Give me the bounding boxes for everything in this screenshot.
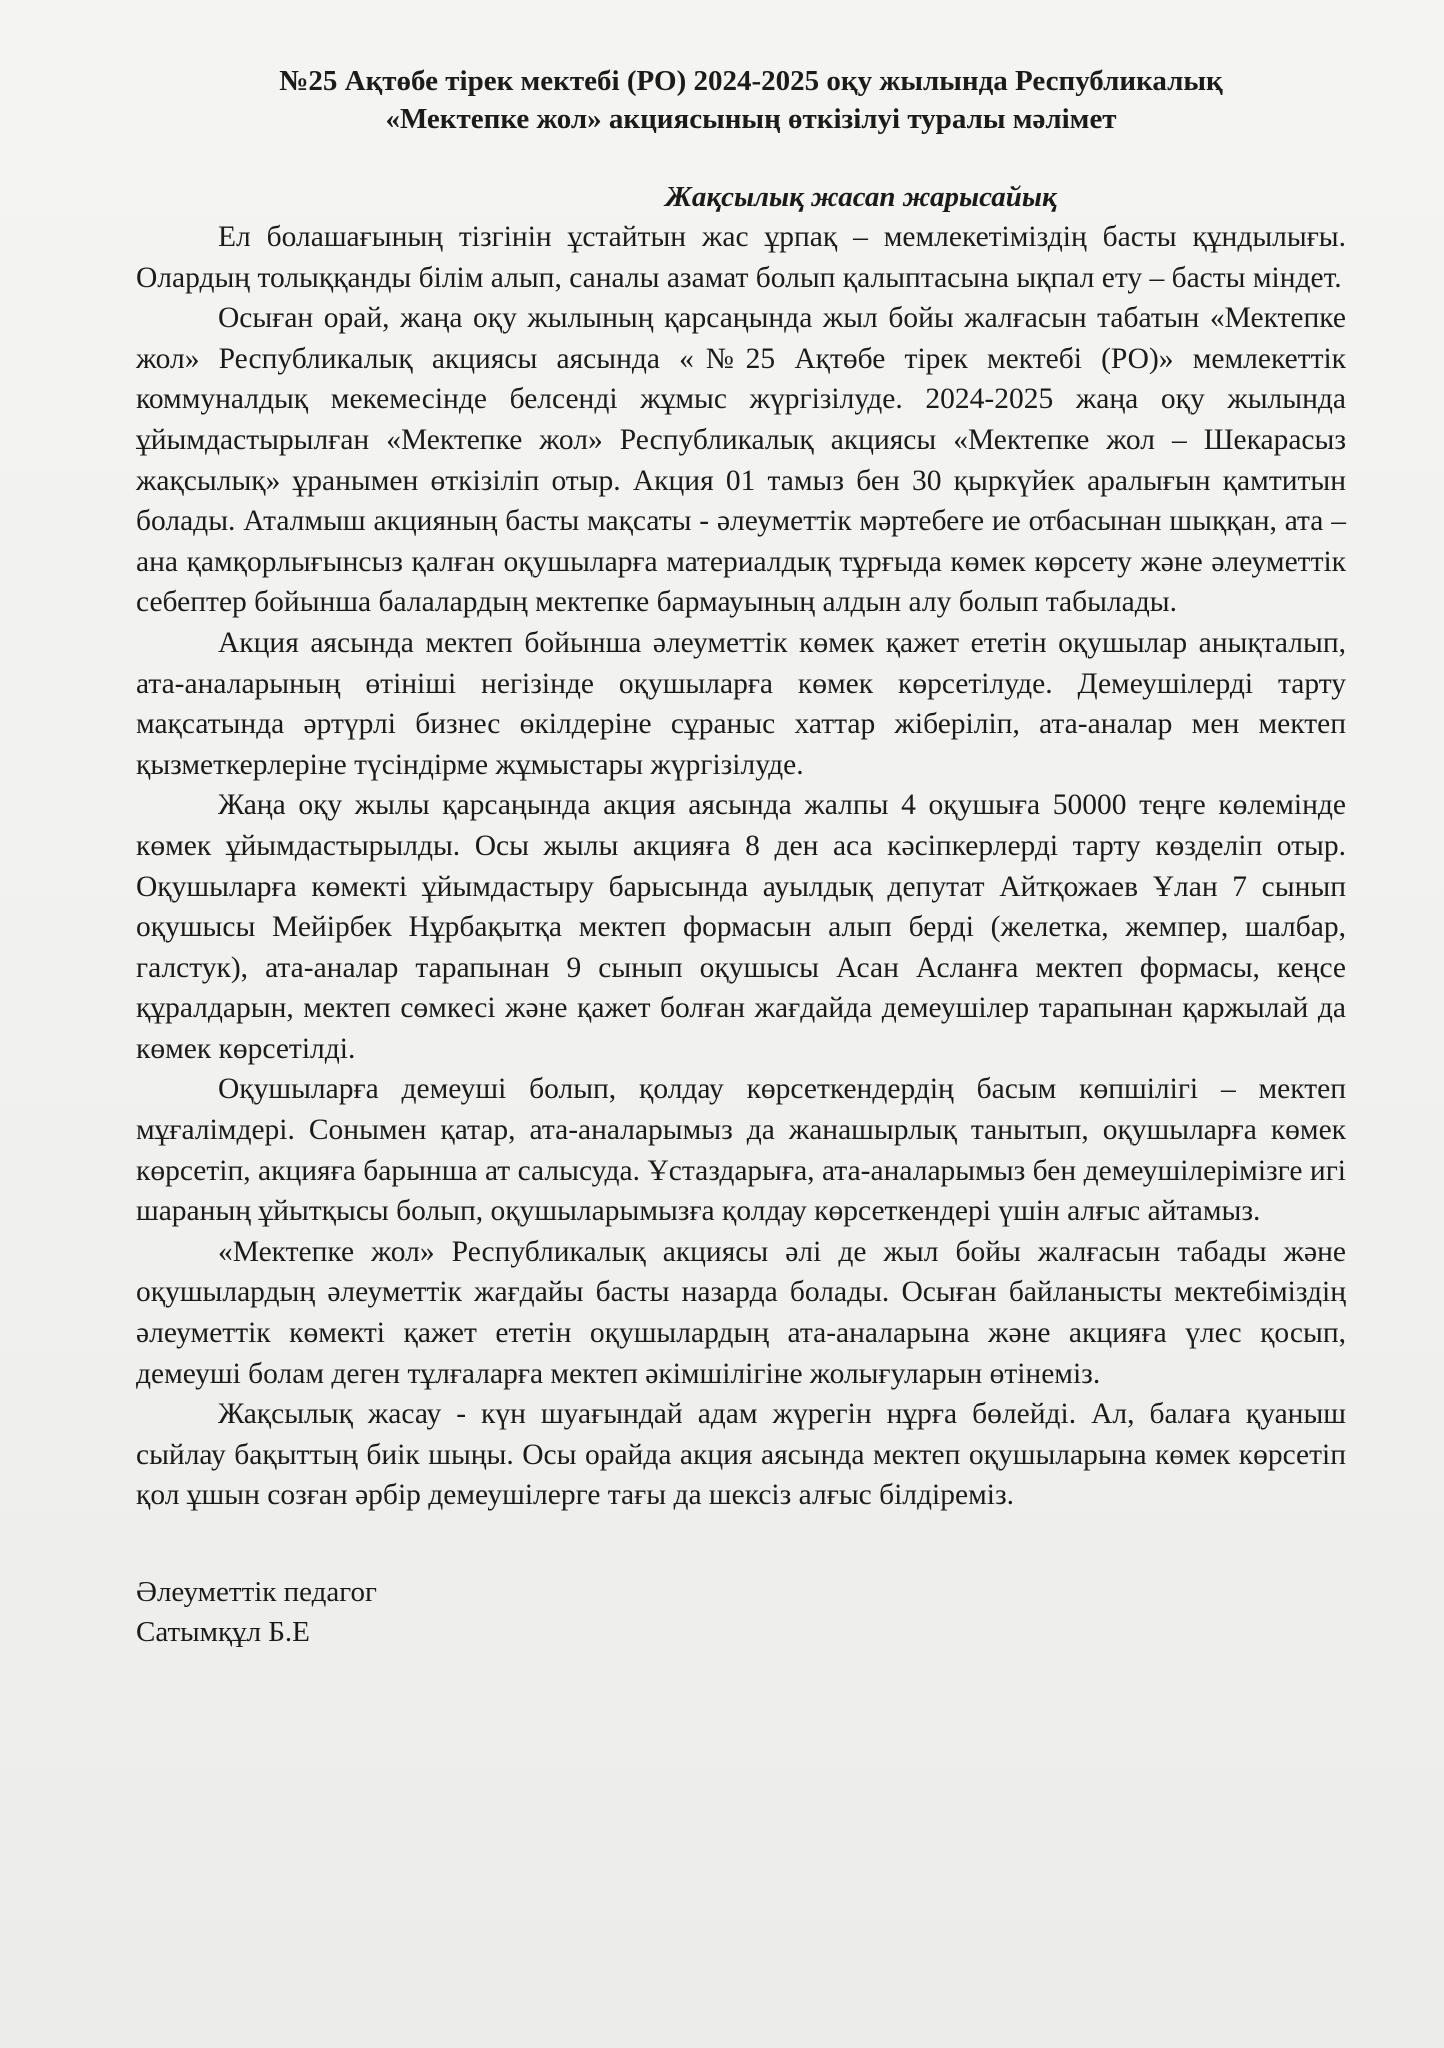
paragraph-6: «Мектепке жол» Республикалық акциясы әлі де жыл бойы жалғасын табады және оқушылардың әлеуметтік жағдайы басты назарда болады. Осыған байланысты мектебіміздің әлеуметтік көмекті қажет ететін оқушылардың ата-аналарына және акцияға үлес қосып, демеуші болам деген тұлғаларға мектеп әкімшілігіне жолығуларын өтінеміз. bbox=[136, 1235, 1346, 1390]
paragraph-2: Осыған орай, жаңа оқу жылының қарсаңында жыл бойы жалғасын табатын «Мектепке жол» Республикалық акциясы аясында «№25 Ақтөбе тірек мектебі (РО)» мемлекеттік коммуналдық мекемесінде белсенді жұмыс жүргізілуде. 2024-2025 жаңа оқу жылында ұйымдастырылған «Мектепке жол» Республикалық акциясы «Мектепке жол – Шекарасыз жақсылық» ұранымен өткізіліп отыр. Акция 01 тамыз бен 30 қыркүйек аралығын қамтитын болады. Аталмыш акцияның басты мақсаты - әлеуметтік мәртебеге ие отбасынан шыққан, ата – ана қамқорлығынсыз қалған оқушыларға материалдық тұрғыда көмек көрсету және әлеуметтік себептер бойынша балалардың мектепке бармауының алдын алу болып табылады. bbox=[136, 302, 1346, 619]
document-content bbox=[136, 62, 1346, 1652]
title-line-1: №25 Ақтөбе тірек мектебі (РО) 2024-2025 оқу жылында Республикалық bbox=[279, 65, 1223, 97]
document-subtitle: Жақсылық жасап жарысайық bbox=[665, 181, 1057, 213]
document-body bbox=[136, 217, 1346, 1516]
paragraph-5: Оқушыларға демеуші болып, қолдау көрсеткендердің басым көпшілігі – мектеп мұғалімдері. Сонымен қатар, ата-аналарымыз да жанашырлық танытып, оқушыларға көмек көрсетіп, акцияға барынша ат салысуда. Ұстаздарыға, ата-аналарымыз бен демеушілерімізге игі шараның ұйытқысы болып, оқушыларымызға қолдау көрсеткендері үшін алғыс айтамыз. bbox=[136, 1073, 1346, 1228]
title-line-2: «Мектепке жол» акциясының өткізілуі туралы мәлімет bbox=[385, 103, 1117, 135]
signature-name: Сатымқұл Б.Е bbox=[136, 1616, 310, 1648]
paragraph-7: Жақсылық жасау - күн шуағындай адам жүрегін нұрға бөлейді. Ал, балаға қуаныш сыйлау бақыттың биік шыңы. Осы орайда акция аясында мектеп оқушыларына көмек көрсетіп қол ұшын созған әрбір демеушілерге тағы да шексіз алғыс білдіреміз. bbox=[136, 1398, 1346, 1512]
paragraph-3: Акция аясында мектеп бойынша әлеуметтік көмек қажет ететін оқушылар анықталып, ата-аналарының өтініші негізінде оқушыларға көмек көрсетілуде. Демеушілерді тарту мақсатында әртүрлі бизнес өкілдеріне сұраныс хаттар жіберіліп, ата-аналар мен мектеп қызметкерлеріне түсіндірме жұмыстары жүргізілуде. bbox=[136, 626, 1346, 781]
paragraph-1: Ел болашағының тізгінін ұстайтын жас ұрпақ – мемлекетіміздің басты құндылығы. Олардың толыққанды білім алып, саналы азамат болып қалыптасына ықпал ету – басты міндет. bbox=[136, 221, 1346, 294]
paragraph-4: Жаңа оқу жылы қарсаңында акция аясында жалпы 4 оқушыға 50000 теңге көлемінде көмек ұйымдастырылды. Осы жылы акцияға 8 ден аса кәсіпкерлерді тарту көзделіп отыр. Оқушыларға көмекті ұйымдастыру барысында ауылдық депутат Айтқожаев Ұлан 7 сынып оқушысы Мейірбек Нұрбақытқа мектеп формасын алып берді (желетка, жемпер, шалбар, галстук), ата-аналар тарапынан 9 сынып оқушысы Асан Асланға мектеп формасы, кеңсе құралдарын, мектеп сөмкесі және қажет болған жағдайда демеушілер тарапынан қаржылай да көмек көрсетілді. bbox=[136, 789, 1346, 1065]
signature-position: Әлеуметтік педагог bbox=[136, 1576, 377, 1608]
signature-block bbox=[136, 1572, 1346, 1652]
document-title bbox=[136, 62, 1346, 138]
